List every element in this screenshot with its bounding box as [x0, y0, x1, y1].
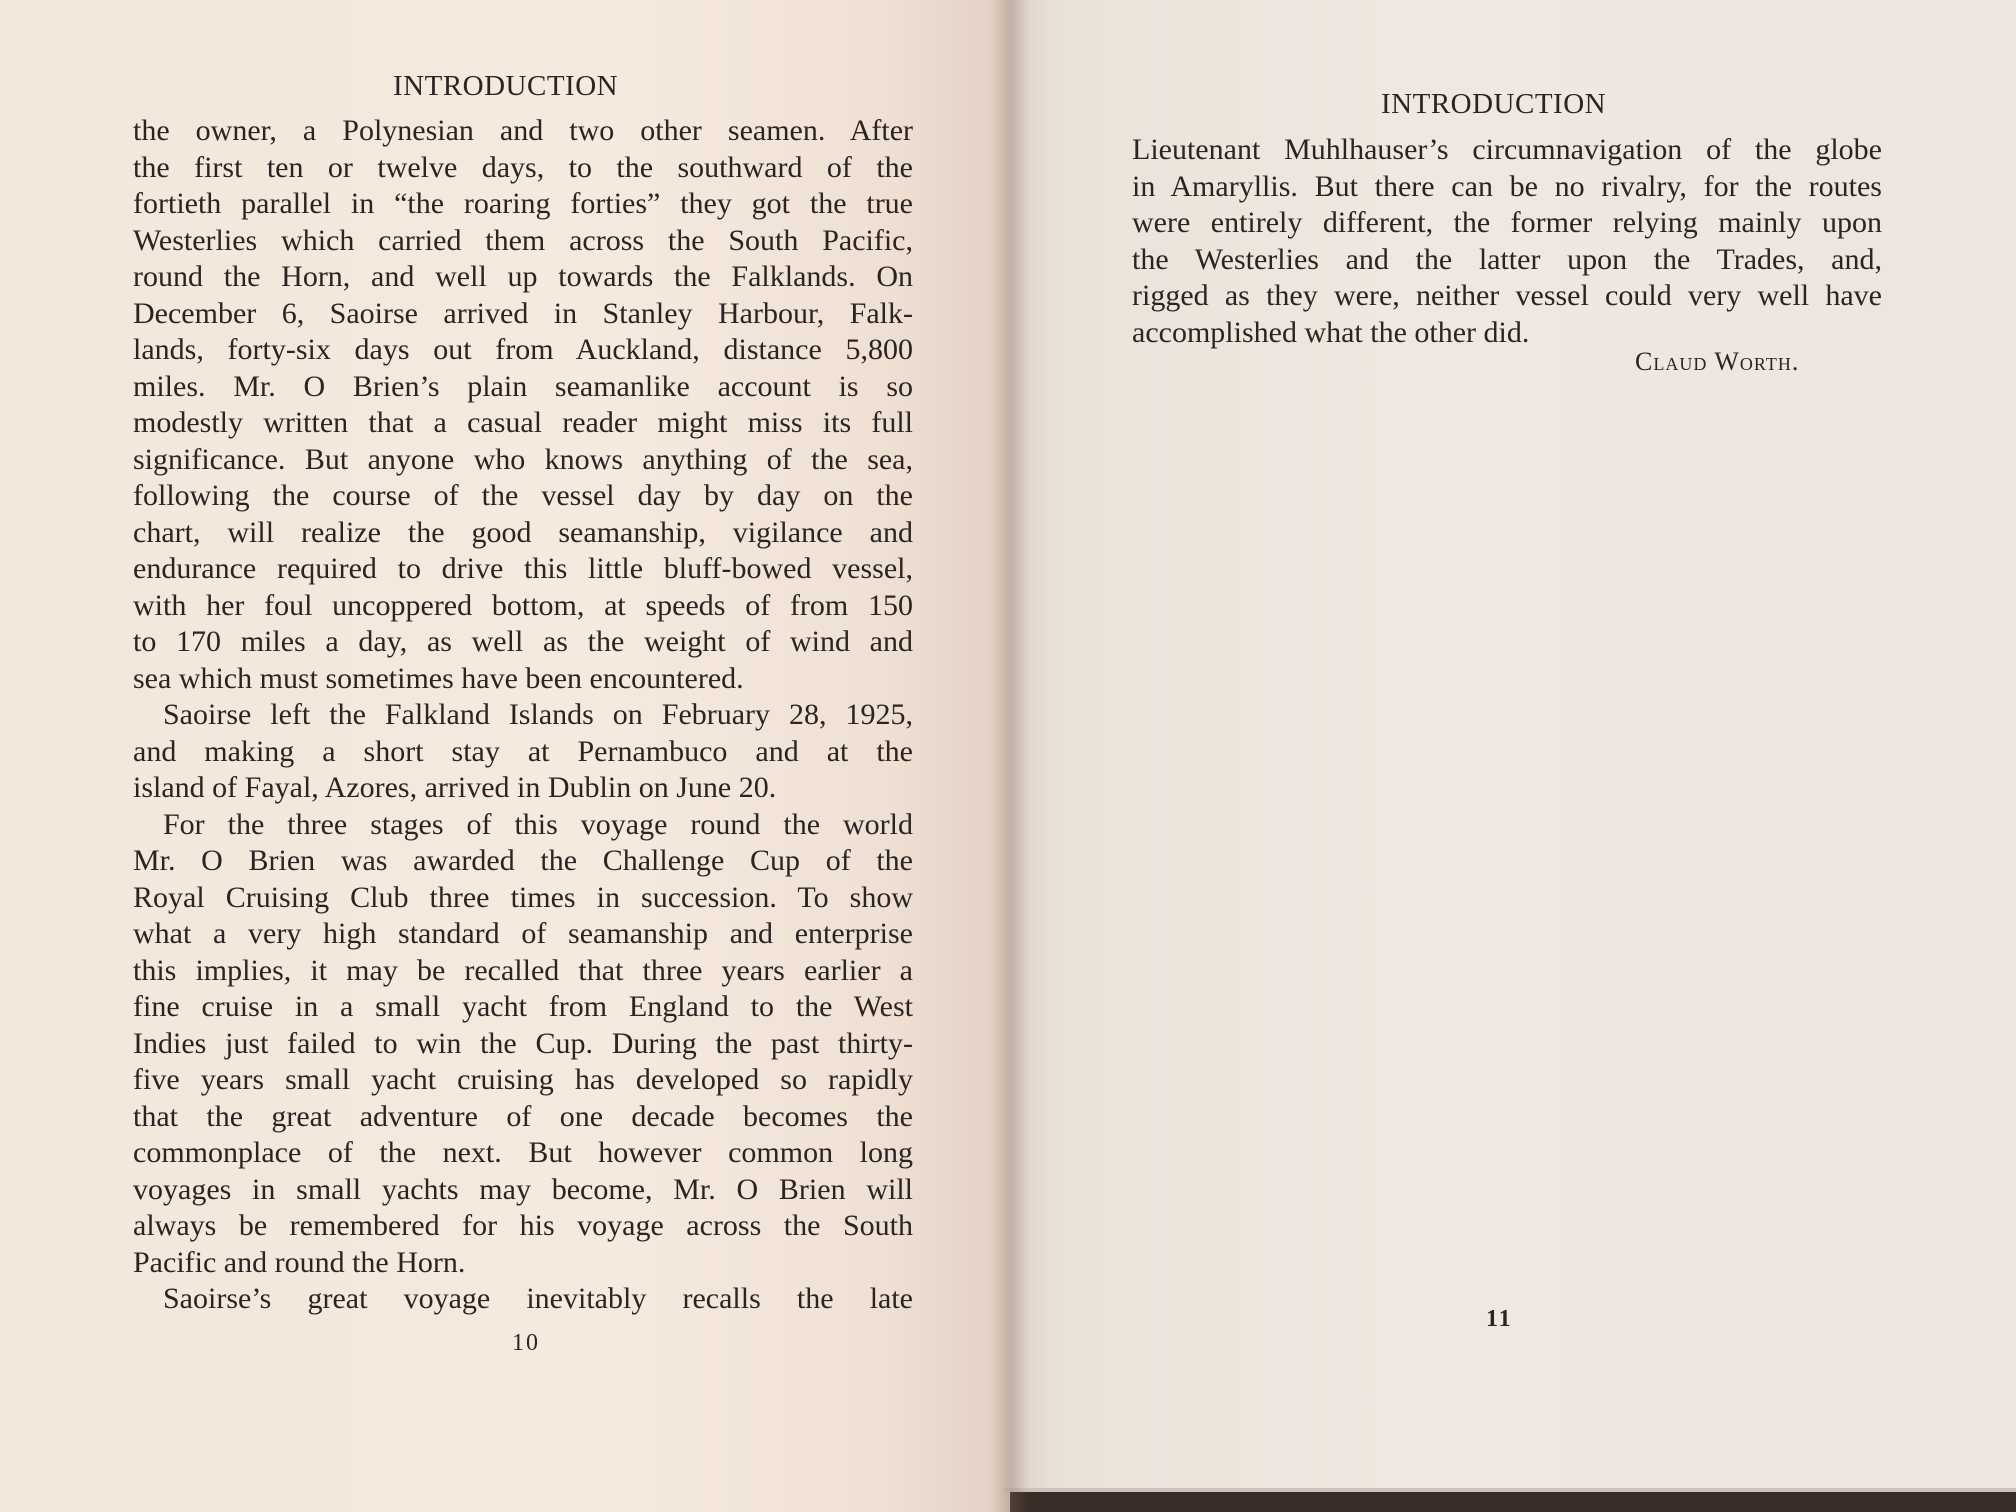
text-line: lands, forty-six days out from Auckland, distance 5,800	[133, 333, 913, 366]
text-line: the first ten or twelve days, to the southward of the	[133, 150, 913, 184]
text-line: accomplished what the other did.	[1132, 315, 1530, 349]
text-line: were entirely different, the former relying mainly upon	[1132, 206, 1882, 239]
text-line: Mr. O Brien was awarded the Challenge Cup of the	[133, 844, 913, 877]
text-line: to 170 miles a day, as well as the weight of wind and	[133, 625, 913, 658]
text-line: the Westerlies and the latter upon the Trades, and,	[1132, 242, 1882, 276]
text-line: five years small yacht cruising has developed so rapidly	[133, 1063, 913, 1096]
right-running-head: INTRODUCTION	[1381, 88, 1607, 120]
text-line: sea which must sometimes have been encountered.	[133, 661, 744, 695]
text-line: the owner, a Polynesian and two other seamen. After	[133, 114, 913, 147]
text-line: Westerlies which carried them across the South Pacific,	[133, 223, 913, 257]
right-page-text	[1132, 132, 1882, 351]
text-line: commonplace of the next. But however common long	[133, 1136, 913, 1169]
text-line: December 6, Saoirse arrived in Stanley Harbour, Falk-	[133, 296, 913, 330]
text-line: chart, will realize the good seamanship, vigilance and	[133, 515, 913, 549]
text-line: round the Horn, and well up towards the Falklands. On	[133, 260, 913, 293]
text-line: Lieutenant Muhlhauser’s circumnavigation of the globe	[1132, 133, 1882, 166]
text-line: fine cruise in a small yacht from England to the West	[133, 990, 913, 1023]
left-page-number: 10	[512, 1330, 540, 1356]
text-line: significance. But anyone who knows anything of the sea,	[133, 442, 913, 476]
text-line: that the great adventure of one decade becomes the	[133, 1099, 913, 1133]
text-line: fortieth parallel in “the roaring forties” they got the true	[133, 187, 913, 220]
left-page-text	[133, 113, 913, 1318]
left-running-head: INTRODUCTION	[393, 70, 619, 102]
text-line: what a very high standard of seamanship and enterprise	[133, 917, 913, 950]
text-line: Indies just failed to win the Cup. During the past thirty-	[133, 1026, 913, 1060]
text-line: modestly written that a casual reader might miss its full	[133, 406, 913, 439]
text-line: rigged as they were, neither vessel could very well have	[1132, 279, 1882, 312]
text-line: island of Fayal, Azores, arrived in Dublin on June 20.	[133, 771, 777, 804]
text-line: endurance required to drive this little bluff-bowed vessel,	[133, 552, 913, 585]
text-line: Saoirse’s great voyage inevitably recalls the late	[163, 1282, 913, 1315]
text-line: voyages in small yachts may become, Mr. O Brien will	[133, 1172, 913, 1206]
right-page-number: 11	[1486, 1306, 1513, 1332]
text-line: Pacific and round the Horn.	[133, 1245, 466, 1279]
text-line: and making a short stay at Pernambuco and at the	[133, 734, 913, 768]
text-line: in Amaryllis. But there can be no rivalry, for the routes	[1132, 169, 1882, 203]
author-signature: Claud Worth.	[1635, 347, 1800, 376]
text-line: always be remembered for his voyage across the South	[133, 1209, 913, 1242]
text-line: Royal Cruising Club three times in succession. To show	[133, 880, 913, 914]
text-line: this implies, it may be recalled that three years earlier a	[133, 953, 913, 987]
text-line: For the three stages of this voyage round the world	[163, 807, 913, 841]
right-page	[1004, 0, 2016, 1492]
text-line: with her foul uncoppered bottom, at speeds of from 150	[133, 588, 913, 622]
text-line: miles. Mr. O Brien’s plain seamanlike account is so	[133, 369, 913, 403]
text-line: following the course of the vessel day by day on the	[133, 479, 913, 512]
text-line: Saoirse left the Falkland Islands on February 28, 1925,	[163, 698, 913, 731]
